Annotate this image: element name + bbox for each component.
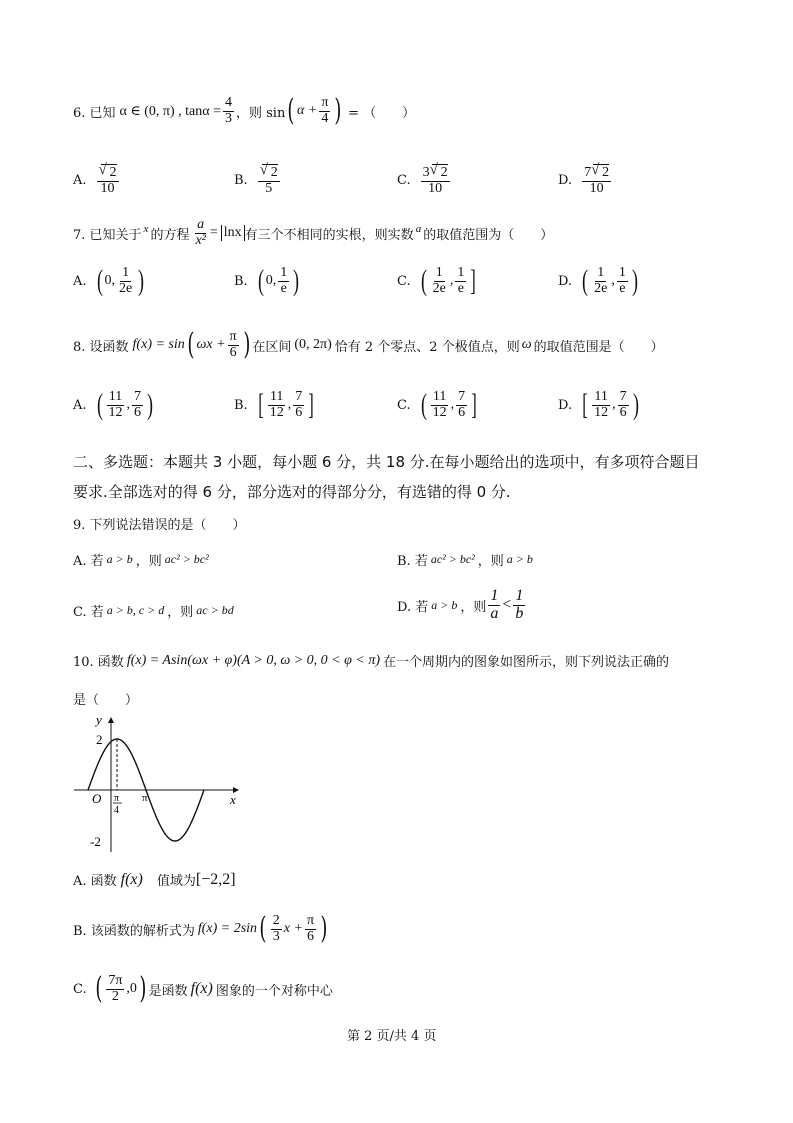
q6-option-d[interactable]: D. $\frac{7√ 2}{10}$ bbox=[558, 164, 613, 196]
q6-frac1: $\frac{4}{3}$ bbox=[224, 95, 232, 126]
q7-option-b[interactable]: B. ( 0, $\frac{1}{e}$ ) bbox=[234, 264, 300, 298]
q9-option-d[interactable]: D. 若 a > b ，则 $\frac{1}{a}$ < $\frac{1}{b}$ bbox=[397, 587, 524, 622]
q6-option-b[interactable]: B. √ $\frac{2}{5}$ bbox=[234, 164, 282, 196]
question-8-stem: 8. 设函数 f(x) = sin ( ωx + $\frac{\pi}{6}$ ) 在区间 (0, 2π) 恰有 2 个零点、2 个极值点，则 ω 的取值范围是（ ） bbox=[73, 327, 664, 363]
q6-mid: ，则 sin bbox=[235, 105, 286, 121]
q9-option-a[interactable]: A. 若 a > b ，则 ac² > bc² bbox=[73, 552, 209, 569]
q6-number: 6. 已知 bbox=[73, 105, 116, 121]
q6-frac2: $\frac{\pi}{4}$ bbox=[321, 95, 329, 126]
pi-over-4-num: π bbox=[114, 793, 120, 804]
q9-option-c[interactable]: C. 若 a > b, c > d ，则 ac > bd bbox=[73, 603, 234, 620]
x-axis-label: x bbox=[230, 792, 236, 807]
y-axis-label: y bbox=[96, 712, 102, 727]
pi-label: π bbox=[142, 792, 148, 804]
q8-option-a[interactable]: A. ( $\frac{11}{12}$ , $\frac{7}{6}$ ) bbox=[73, 388, 154, 422]
q6-condition: α ∈ (0, π) , tanα = bbox=[119, 103, 221, 119]
q6-option-a[interactable]: A. √ $\frac{2}{10}$ bbox=[73, 164, 121, 196]
section-2-instructions-line1: 二、多选题：本题共 3 小题，每小题 6 分，共 18 分.在每小题给出的选项中，有多项符合题目 bbox=[73, 453, 700, 471]
y-max-label: 2 bbox=[96, 732, 103, 747]
q10-option-b[interactable]: B. 该函数的解析式为 f(x) = 2sin ( $\frac{2}{3}$ x + $\frac{\pi}{6}$ ) bbox=[73, 911, 328, 947]
origin-label: O bbox=[92, 791, 102, 806]
q6-tail: = （ ） bbox=[348, 105, 416, 121]
question-7-stem: 7. 已知关于 x 的方程 $\frac{a}{\text{x²}}$ = lnx 有三个不相同的实根，则实数 a 的取值范围为（ ） bbox=[73, 217, 554, 248]
q7-option-a[interactable]: A. ( 0, $\frac{1}{2e}$ ) bbox=[73, 264, 145, 298]
q7-abs-lnx: lnx bbox=[221, 225, 245, 241]
q7-option-c[interactable]: C. ( $\frac{1}{2e}$ , $\frac{1}{e}$ ] bbox=[397, 264, 477, 298]
question-10-stem-line2: 是（ ） bbox=[73, 693, 139, 708]
page-footer: 第 2 页/共 4 页 bbox=[347, 1029, 437, 1044]
y-min-label: -2 bbox=[90, 834, 101, 849]
q10-graph bbox=[70, 712, 245, 858]
q8-option-b[interactable]: B. [ $\frac{11}{12}$ , $\frac{7}{6}$ ] bbox=[234, 388, 314, 422]
q8-option-d[interactable]: D. [ $\frac{11}{12}$ , $\frac{7}{6}$ ) bbox=[558, 388, 639, 422]
q6-alpha-plus: α + bbox=[297, 103, 318, 119]
pi-over-4-den: 4 bbox=[114, 805, 119, 816]
q10-option-a[interactable]: A. 函数 f(x) 值域为 [−2,2] bbox=[73, 870, 236, 889]
question-9-stem: 9. 下列说法错误的是（ ） bbox=[73, 518, 246, 533]
q9-option-b[interactable]: B. 若 ac² > bc² ，则 a > b bbox=[397, 552, 533, 569]
question-10-stem: 10. 函数 f(x) = Asin(ωx + φ)(A > 0, ω > 0, 0 < φ < π) 在一个周期内的图象如图所示，则下列说法正确的 bbox=[73, 652, 670, 670]
q10-option-c[interactable]: C. ( $\frac{7\pi}{2}$ ,0 ) 是函数 f(x) 图象的一个对称中心 bbox=[73, 971, 333, 1007]
q8-option-c[interactable]: C. ( $\frac{11}{12}$ , $\frac{7}{6}$ ] bbox=[397, 388, 477, 422]
section-2-instructions-line2: 要求.全部选对的得 6 分，部分选对的得部分分，有选错的得 0 分. bbox=[73, 483, 511, 501]
q6-option-c[interactable]: C. $\frac{3√ 2}{10}$ bbox=[397, 164, 452, 196]
q7-option-d[interactable]: D. ( $\frac{1}{2e}$ , $\frac{1}{e}$ ) bbox=[558, 264, 638, 298]
question-6-stem: 6. 已知 α ∈ (0, π) , tanα = $\frac{4}{3}$ ，则 sin ( α + $\frac{\pi}{4}$ ) = （ ） bbox=[73, 93, 416, 129]
